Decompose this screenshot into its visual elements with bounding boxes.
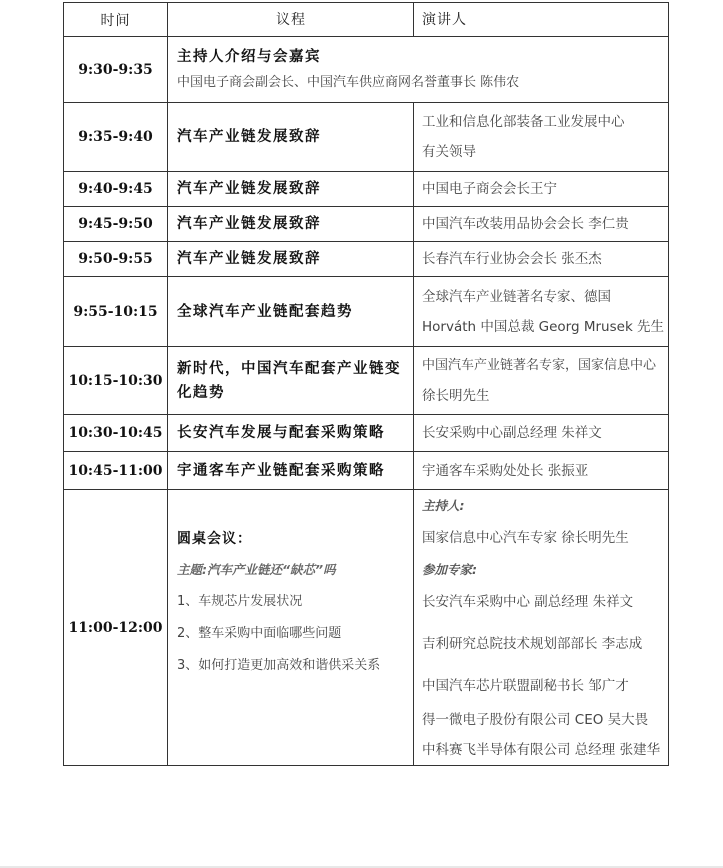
experts-label: 参加专家: [422,562,477,577]
row-time: 9:50-9:55 [64,242,168,276]
table-row [64,103,668,172]
row-speaker: 中国汽车改装用品协会会长 李仁贵 [422,216,629,232]
row-speaker: 中国电子商会副会长、中国汽车供应商网名誉董事长 陈伟农 [177,74,520,90]
host-name: 国家信息中心汽车专家 徐长明先生 [422,530,629,546]
speaker-line: 工业和信息化部装备工业发展中心 [422,114,625,130]
row-time: 9:40-9:45 [64,172,168,206]
table-row [64,415,668,452]
roundtable-item: 1、车规芯片发展状况 [177,594,303,609]
roundtable-row [64,490,668,765]
row-topic: 长安汽车发展与配套采购策略 [168,415,414,451]
row-topic: 汽车产业链发展致辞 [168,103,414,171]
row-time: 9:55-10:15 [64,277,168,346]
topic-line: 新时代，中国汽车配套产业链变 [177,360,401,377]
row-topic: 汽车产业链发展致辞 [168,207,414,241]
table-row [64,242,668,277]
table-row [64,37,668,103]
row-speaker: 宇通客车采购处处长 张振亚 [422,462,589,479]
row-topic: 宇通客车产业链配套采购策略 [168,452,414,489]
table-header-row [64,3,668,37]
header-time: 时间 [64,3,168,36]
expert-item: 吉利研究总院技术规划部部长 李志成 [422,636,643,652]
table-row [64,452,668,490]
roundtable-item: 3、如何打造更加高效和谐供采关系 [177,658,381,673]
row-speaker [414,277,668,346]
row-speaker: 中国电子商会会长王宁 [422,181,557,197]
row-time: 10:15-10:30 [64,347,168,414]
roundtable-theme: 主题:汽车产业链还“缺芯”吗 [177,562,336,577]
header-topic: 议程 [168,3,414,36]
header-speaker: 演讲人 [422,11,467,28]
host-label: 主持人: [422,498,465,513]
row-content [168,37,668,102]
table-row [64,172,668,207]
speaker-line: 全球汽车产业链著名专家、德国 [422,288,611,305]
speaker-line: 徐长明先生 [422,387,490,404]
row-time: 9:35-9:40 [64,103,168,171]
roundtable-topic [168,490,414,765]
row-time: 9:30-9:35 [64,37,168,102]
row-topic: 汽车产业链发展致辞 [168,242,414,276]
table-row [64,277,668,347]
row-speaker: 长春汽车行业协会会长 张丕杰 [422,251,602,267]
row-speaker [414,103,668,171]
row-time: 10:45-11:00 [64,452,168,489]
row-speaker [414,347,668,414]
speaker-line: 有关领导 [422,144,476,160]
topic-line: 化趋势 [177,384,225,401]
row-topic: 汽车产业链发展致辞 [168,172,414,206]
expert-item: 得一微电子股份有限公司 CEO 吴大畏 [422,712,649,728]
row-topic [168,347,414,414]
row-time: 9:45-9:50 [64,207,168,241]
expert-item: 中科赛飞半导体有限公司 总经理 张建华 [422,742,661,758]
row-topic: 全球汽车产业链配套趋势 [168,277,414,346]
roundtable-title: 圆桌会议： [177,531,252,547]
expert-item: 中国汽车芯片联盟副秘书长 邹广才 [422,678,629,694]
row-time: 11:00-12:00 [64,490,168,765]
row-speaker: 长安采购中心副总经理 朱祥文 [422,425,602,441]
agenda-table [63,2,669,766]
table-row [64,347,668,415]
speaker-line: 中国汽车产业链著名专家，国家信息中心 [422,357,657,373]
expert-item: 长安汽车采购中心 副总经理 朱祥文 [422,594,634,610]
row-time: 10:30-10:45 [64,415,168,451]
roundtable-speakers [414,490,668,765]
table-row [64,207,668,242]
speaker-line: Horváth 中国总裁 Georg Mrusek 先生 [422,318,665,335]
row-topic: 主持人介绍与会嘉宾 [177,48,321,65]
roundtable-item: 2、整车采购中面临哪些问题 [177,626,342,641]
